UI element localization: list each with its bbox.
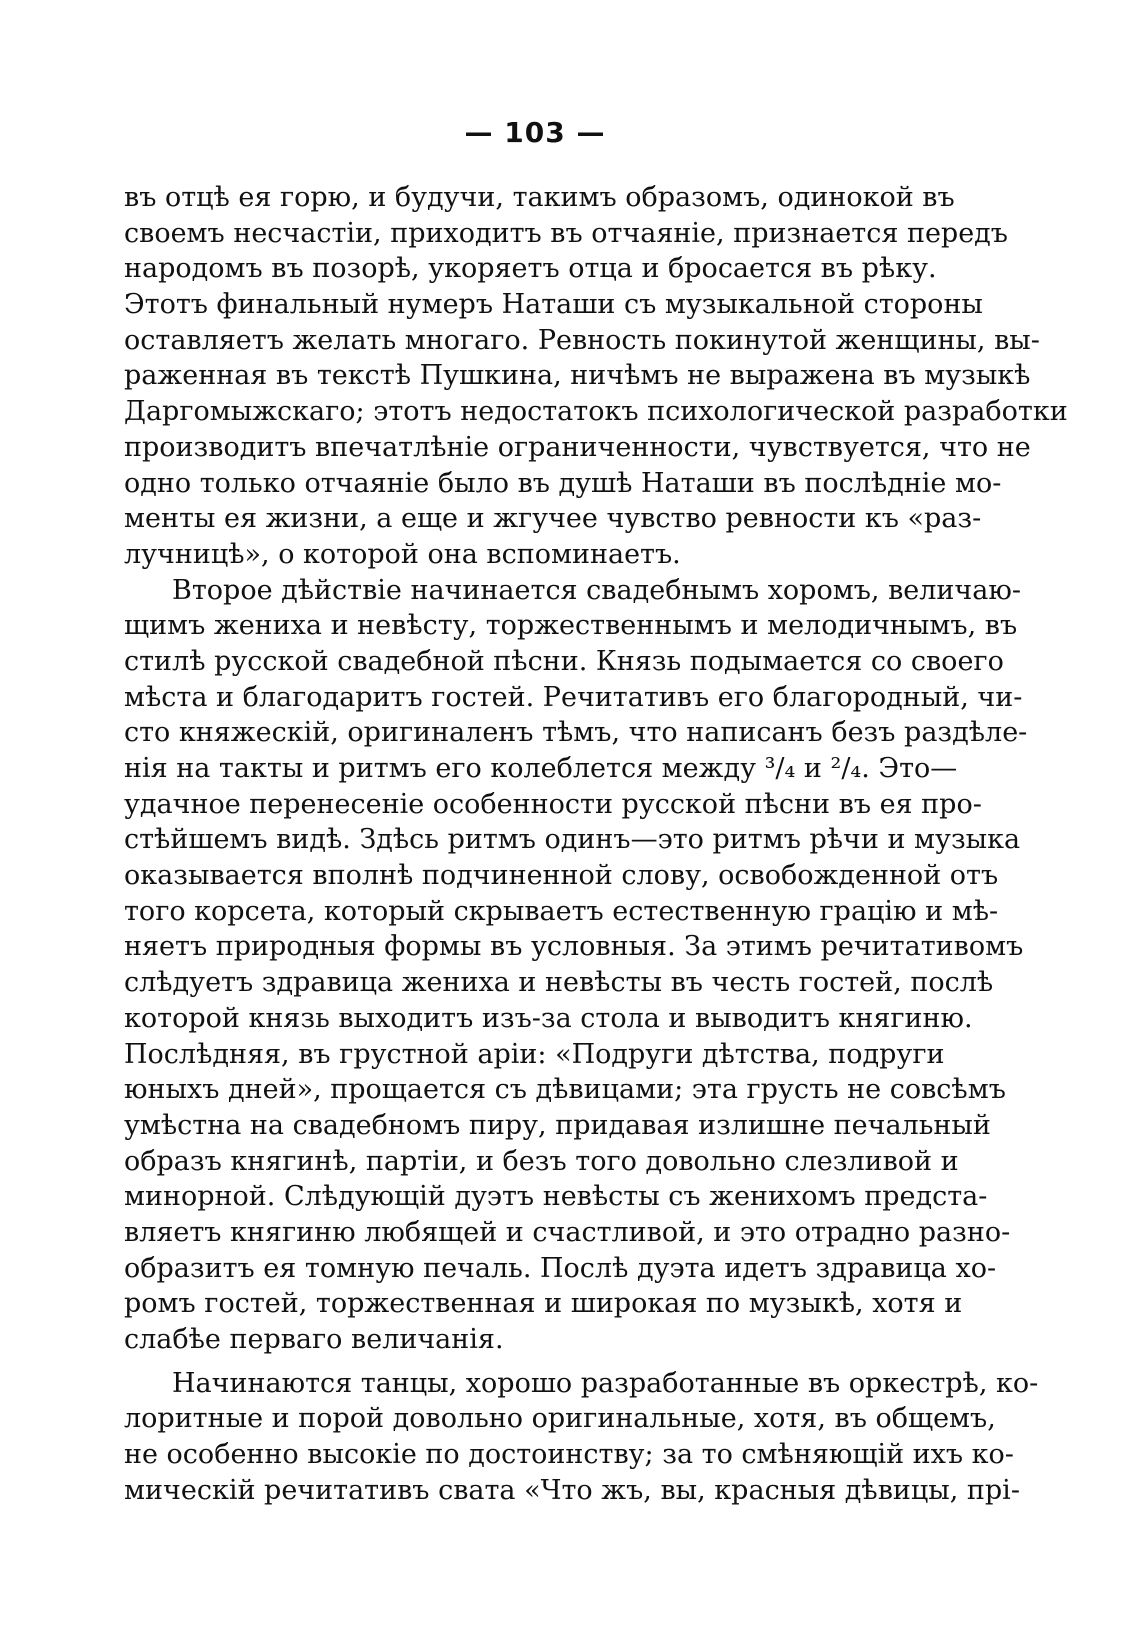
text-line: одно только отчаяніе было въ душѣ Наташи въ послѣдніе мо- [124, 467, 1002, 499]
text-line: юныхъ дней», прощается съ дѣвицами; эта грусть не совсѣмъ [124, 1074, 1006, 1106]
text-line: Начинаются танцы, хорошо разработанные въ оркестрѣ, ко- [172, 1367, 1039, 1399]
text-line: стилѣ русской свадебной пѣсни. Князь подымается со своего [124, 645, 1004, 677]
text-line: того корсета, который скрываетъ естественную грацію и мѣ- [124, 895, 999, 927]
text-line: въ отцѣ ея горю, и будучи, такимъ образомъ, одинокой въ [124, 182, 955, 213]
paragraph-2 [124, 573, 1028, 1358]
text-line: раженная въ текстѣ Пушкина, ничѣмъ не выражена въ музыкѣ [124, 360, 1031, 392]
text-line: вляетъ княгиню любящей и счастливой, и это отрадно разно- [124, 1216, 1011, 1248]
text-line: удачное перенесеніе особенности русской пѣсни въ ея про- [124, 788, 982, 820]
text-line: своемъ несчастіи, приходитъ въ отчаяніе, признается передъ [124, 217, 1008, 249]
text-line: мическій речитативъ свата «Что жъ, вы, красныя дѣвицы, прі- [124, 1474, 1020, 1506]
text-line: не особенно высокіе по достоинству; за то смѣняющій ихъ ко- [124, 1439, 1014, 1471]
paragraph-1 [124, 180, 1068, 573]
body-text [124, 180, 1068, 1508]
text-line: Послѣдняя, въ грустной аріи: «Подруги дѣтства, подруги [124, 1038, 945, 1070]
text-line: слѣдуетъ здравица жениха и невѣсты въ честь гостей, послѣ [124, 967, 994, 999]
text-line: лучницѣ», о которой она вспоминаетъ. [124, 538, 681, 570]
text-line: слабѣе перваго величанія. [124, 1324, 504, 1355]
text-line: оставляетъ желать многаго. Ревность покинутой женщины, вы- [124, 324, 1040, 356]
paragraph-3 [124, 1366, 1039, 1509]
text-line: щимъ жениха и невѣсту, торжественнымъ и мелодичнымъ, въ [124, 610, 1018, 642]
page-number: — 103 — [464, 116, 606, 149]
text-line: няетъ природныя формы въ условныя. За этимъ речитативомъ [124, 931, 1024, 963]
text-line: менты ея жизни, а еще и жгучее чувство ревности къ «раз- [124, 503, 982, 535]
paragraph-spacer [124, 1358, 916, 1366]
text-line: оказывается вполнѣ подчиненной слову, освобожденной отъ [124, 860, 999, 892]
text-line: Даргомыжскаго; этотъ недостатокъ психологической разработки [124, 396, 1068, 428]
text-line: производитъ впечатлѣніе ограниченности, чувствуется, что не [124, 431, 1031, 463]
text-line: мѣста и благодаритъ гостей. Речитативъ его благородный, чи- [124, 681, 1023, 713]
text-line: которой князь выходитъ изъ-за стола и выводитъ княгиню. [124, 1002, 973, 1034]
text-line: ромъ гостей, торжественная и широкая по музыкѣ, хотя и [124, 1288, 963, 1320]
text-line: стѣйшемъ видѣ. Здѣсь ритмъ одинъ—это ритмъ рѣчи и музыка [124, 824, 1021, 856]
text-line: нія на такты и ритмъ его колеблется между ³/₄ и ²/₄. Это— [124, 753, 958, 784]
text-line: лоритные и порой довольно оригинальные, хотя, въ общемъ, [124, 1403, 996, 1435]
text-line: умѣстна на свадебномъ пиру, придавая излишне печальный [124, 1109, 991, 1141]
text-line: Этотъ финальный нумеръ Наташи съ музыкальной стороны [124, 289, 983, 321]
text-line: сто княжескій, оригиналенъ тѣмъ, что написанъ безъ раздѣле- [124, 717, 1028, 749]
text-line: народомъ въ позорѣ, укоряетъ отца и бросается въ рѣку. [124, 253, 937, 285]
text-line: образитъ ея томную печаль. Послѣ дуэта идетъ здравица хо- [124, 1252, 997, 1284]
text-line: минорной. Слѣдующій дуэтъ невѣсты съ женихомъ предста- [124, 1181, 988, 1213]
text-line: Второе дѣйствіе начинается свадебнымъ хоромъ, величаю- [172, 574, 1021, 606]
text-line: образъ княгинѣ, партіи, и безъ того довольно слезливой и [124, 1145, 959, 1177]
